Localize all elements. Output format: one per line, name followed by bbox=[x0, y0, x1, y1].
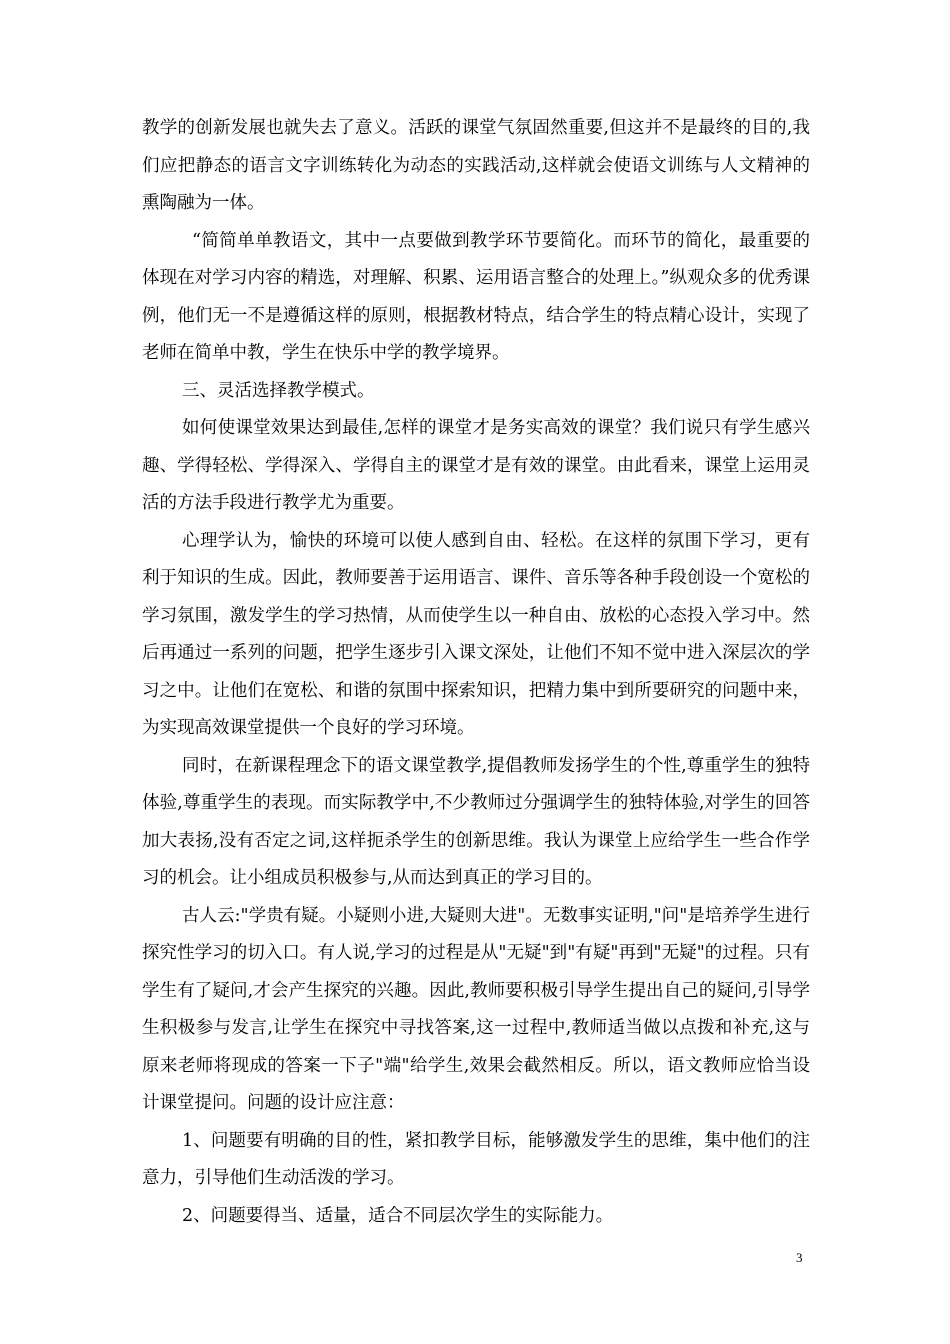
page-number: 3 bbox=[796, 1250, 803, 1265]
paragraph-body: 如何使课堂效果达到最佳,怎样的课堂才是务实高效的课堂？我们说只有学生感兴趣、学得轻松、学得深入、学得自主的课堂才是有效的课堂。由此看来，课堂上运用灵活的方法手段进行教学尤为重要。 bbox=[142, 418, 810, 513]
paragraph-body: 同时，在新课程理念下的语文课堂教学,提倡教师发扬学生的个性,尊重学生的独特体验,尊重学生的表现。而实际教学中,不少教师过分强调学生的独特体验,对学生的回答加大表扬,没有否定之词,这样扼杀学生的创新思维。我认为课堂上应给学生一些合作学习的机会。让小组成员积极参与,从而达到真正的学习目的。 bbox=[142, 755, 810, 888]
page-body bbox=[142, 110, 810, 1235]
paragraph-quote: “简简单单教语文，其中一点要做到教学环节要简化。而环节的简化，最重要的体现在对学习内容的精选，对理解、积累、运用语言整合的处理上。”纵观众多的优秀课例，他们无一不是遵循这样的原则，根据教材特点，结合学生的特点精心设计，实现了老师在简单中教，学生在快乐中学的教学境界。 bbox=[142, 230, 810, 363]
paragraph-continuation: 教学的创新发展也就失去了意义。活跃的课堂气氛固然重要,但这并不是最终的目的,我们应把静态的语言文字训练转化为动态的实践活动,这样就会使语文训练与人文精神的熏陶融为一体。 bbox=[142, 118, 810, 213]
paragraph-body: 心理学认为，愉快的环境可以使人感到自由、轻松。在这样的氛围下学习，更有利于知识的生成。因此，教师要善于运用语言、课件、音乐等各种手段创设一个宽松的学习氛围，激发学生的学习热情，从而使学生以一种自由、放松的心态投入学习中。然后再通过一系列的问题，把学生逐步引入课文深处，让他们不知不觉中进入深层次的学习之中。让他们在宽松、和谐的氛围中探索知识，把精力集中到所要研究的问题中来，为实现高效课堂提供一个良好的学习环境。 bbox=[142, 530, 810, 738]
paragraph-body: 古人云:"学贵有疑。小疑则小进,大疑则大进"。无数事实证明,"问"是培养学生进行探究性学习的切入口。有人说,学习的过程是从"无疑"到"有疑"再到"无疑"的过程。只有学生有了疑问,才会产生探究的兴趣。因此,教师要积极引导学生提出自己的疑问,引导学生积极参与发言,让学生在探究中寻找答案,这一过程中,教师适当做以点拨和补充,这与原来老师将现成的答案一下子"端"给学生,效果会截然相反。所以，语文教师应恰当设计课堂提问。问题的设计应注意： bbox=[142, 905, 810, 1113]
list-item: 1、问题要有明确的目的性，紧扣教学目标，能够激发学生的思维，集中他们的注意力，引导他们生动活泼的学习。 bbox=[142, 1130, 810, 1188]
list-item: 2、问题要得当、适量，适合不同层次学生的实际能力。 bbox=[182, 1205, 614, 1226]
section-heading: 三、灵活选择教学模式。 bbox=[182, 380, 375, 401]
